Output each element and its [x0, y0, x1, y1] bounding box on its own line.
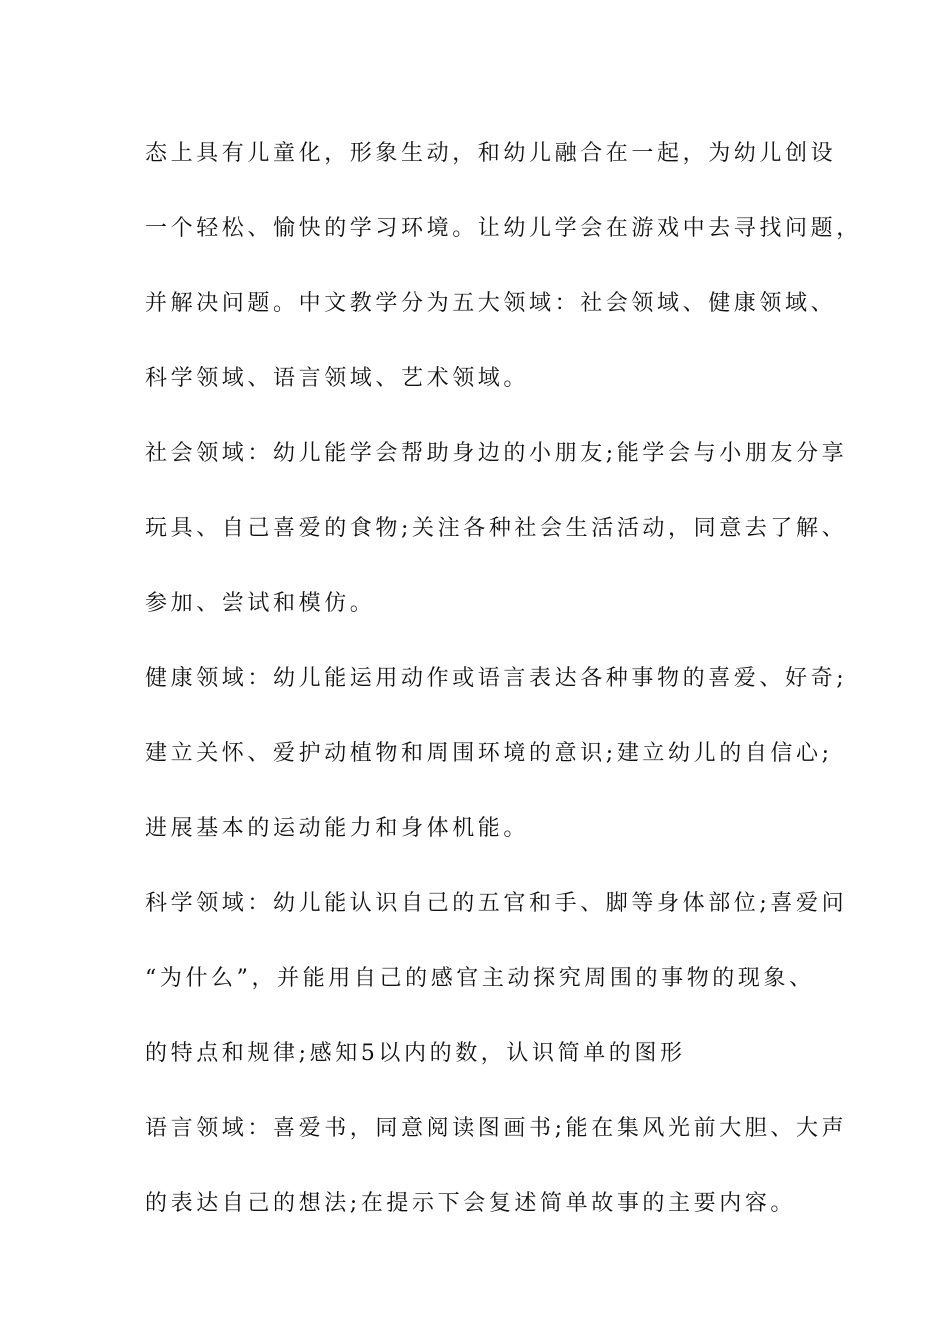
text-line: 进展基本的运动能力和身体机能。 [145, 816, 530, 841]
text-line: 一个轻松、愉快的学习环境。让幼儿学会在游戏中去寻找问题， [145, 216, 862, 241]
text-line: 健康领域：幼儿能运用动作或语言表达各种事物的喜爱、好奇; [145, 666, 848, 691]
text-line: “为什么”，并能用自己的感官主动探究周围的事物的现象、 [145, 966, 815, 991]
text-line: 语言领域：喜爱书，同意阅读图画书;能在集风光前大胆、大声 [145, 1116, 848, 1141]
text-line: 科学领域：幼儿能认识自己的五官和手、脚等身体部位;喜爱问 [145, 891, 848, 916]
text-line: 玩具、自己喜爱的食物;关注各种社会生活活动，同意去了解、 [145, 516, 848, 541]
text-line: 社会领域：幼儿能学会帮助身边的小朋友;能学会与小朋友分享 [145, 441, 848, 466]
text-line: 科学领域、语言领域、艺术领域。 [145, 366, 530, 391]
text-line: 的表达自己的想法;在提示下会复述简单故事的主要内容。 [145, 1191, 797, 1216]
text-line: 参加、尝试和模仿。 [145, 591, 376, 616]
text-line: 并解决问题。中文教学分为五大领域：社会领域、健康领域、 [145, 291, 837, 316]
body-text [145, 133, 862, 1258]
text-line: 建立关怀、爱护动植物和周围环境的意识;建立幼儿的自信心; [145, 741, 833, 766]
text-line: 态上具有儿童化，形象生动，和幼儿融合在一起，为幼儿创设 [145, 141, 837, 166]
text-line: 的特点和规律;感知5以内的数，认识简单的图形 [145, 1041, 686, 1066]
